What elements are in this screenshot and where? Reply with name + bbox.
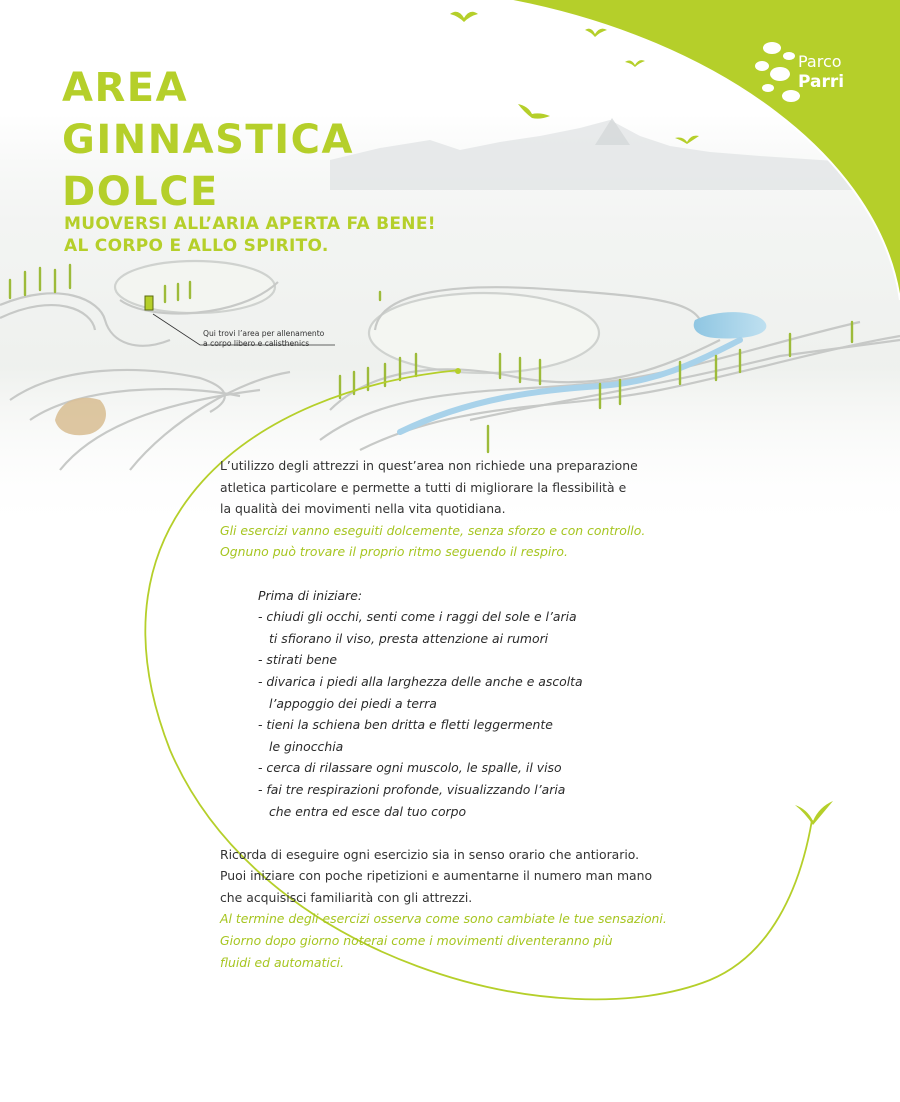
body-text	[220, 455, 700, 973]
subtitle-line: MUOVERSI ALL’ARIA APERTA FA BENE!	[64, 214, 436, 234]
checklist-item: - stirati bene	[258, 652, 338, 668]
bird-icon	[625, 60, 645, 67]
map-callout	[203, 329, 324, 349]
page-title	[62, 62, 354, 218]
page-subtitle	[64, 213, 436, 257]
title-line: GINNASTICA	[62, 117, 354, 163]
checklist-item: - chiudi gli occhi, senti come i raggi del sole e l’aria	[258, 609, 577, 625]
checklist-item-cont: ti sfiorano il viso, presta attenzione ai rumori	[269, 630, 549, 646]
intro-highlight-line: Ognuno può trovare il proprio ritmo seguendo il respiro.	[220, 544, 568, 560]
callout-line-text: a corpo libero e calisthenics	[203, 339, 310, 348]
closing-highlight-line: Giorno dopo giorno noterai come i movimenti diventeranno più	[220, 933, 613, 949]
checklist-item: - cerca di rilassare ogni muscolo, le spalle, il viso	[258, 760, 562, 776]
title-line: AREA	[62, 65, 189, 111]
intro-line: L’utilizzo degli attrezzi in quest’area non richiede una preparazione	[220, 458, 638, 473]
bird-icon	[585, 29, 607, 37]
subtitle-line: AL CORPO E ALLO SPIRITO.	[64, 236, 329, 256]
logo-line2: Parri	[798, 72, 845, 92]
intro-line: atletica particolare e permette a tutti di migliorare la flessibilità e	[220, 479, 627, 495]
spacer	[220, 822, 700, 844]
swoosh-dot	[455, 368, 461, 374]
title-line: DOLCE	[62, 169, 219, 215]
closing-highlight-line: Al termine degli esercizi osserva come sono cambiate le tue sensazioni.	[220, 911, 667, 927]
bird-icon	[795, 801, 833, 825]
checklist	[220, 585, 700, 823]
intro-highlight-line: Gli esercizi vanno eseguiti dolcemente, senza sforzo e con controllo.	[220, 522, 646, 538]
checklist-item-cont: l’appoggio dei piedi a terra	[269, 695, 437, 711]
callout-line-text: Qui trovi l’area per allenamento	[203, 329, 325, 338]
intro-line: la qualità dei movimenti nella vita quotidiana.	[220, 501, 506, 517]
checklist-item: - fai tre respirazioni profonde, visualizzando l’aria	[258, 781, 566, 797]
area-marker[interactable]	[145, 296, 153, 310]
closing-line: che acquisisci familiarità con gli attrezzi.	[220, 889, 473, 905]
closing-line: Puoi iniziare con poche ripetizioni e aumentarne il numero man mano	[220, 868, 653, 884]
checklist-item-cont: le ginocchia	[269, 738, 344, 754]
bird-icon	[450, 12, 478, 22]
spacer	[220, 563, 700, 585]
checklist-item-cont: che entra ed esce dal tuo corpo	[269, 803, 467, 819]
checklist-item: - tieni la schiena ben dritta e fletti leggermente	[258, 717, 553, 733]
logo	[798, 52, 844, 92]
closing-highlight-line: fluidi ed automatici.	[220, 954, 345, 970]
checklist-heading: Prima di iniziare:	[258, 587, 363, 603]
closing-line: Ricorda di eseguire ogni esercizio sia in senso orario che antiorario.	[220, 846, 640, 862]
checklist-item: - divarica i piedi alla larghezza delle anche e ascolta	[258, 673, 583, 689]
logo-line1: Parco	[798, 52, 842, 71]
